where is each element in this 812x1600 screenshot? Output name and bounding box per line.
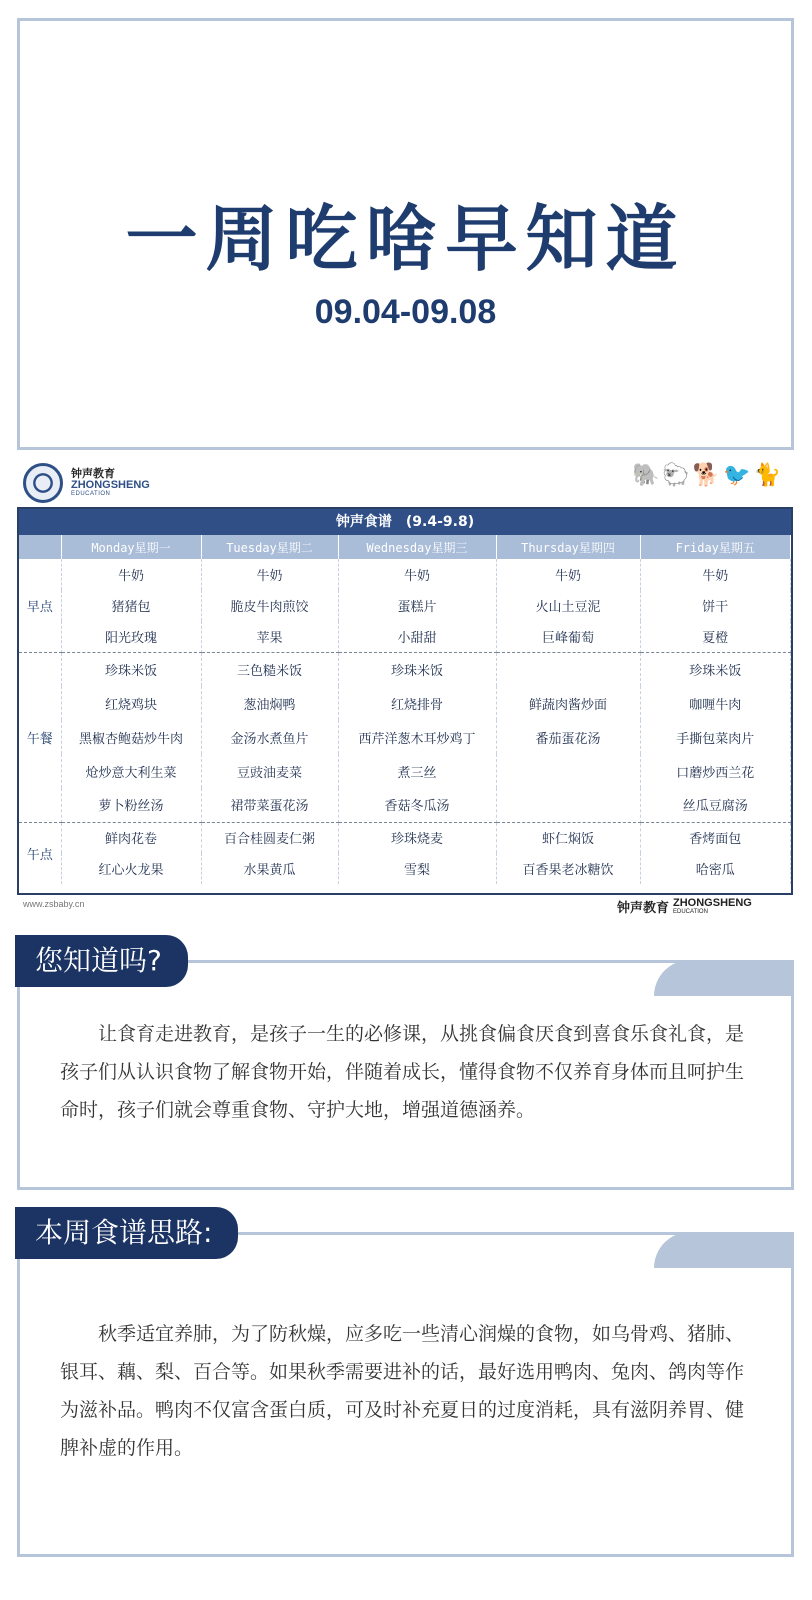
menu-cell: 巨峰葡萄 <box>496 621 640 652</box>
menu-title-bar <box>19 509 791 535</box>
elephant-icon: 🐘 <box>632 463 660 488</box>
footer-brand-cn: 钟声教育 <box>617 901 670 916</box>
corner-cell <box>19 535 61 559</box>
menu-title: 钟声食谱 <box>335 514 392 530</box>
did-you-know-text: 让食育走进教育，是孩子一生的必修课，从挑食偏食厌食到喜食乐食礼食，是孩子们从认识食物了解食物开始，伴随着成长，懂得食物不仅养育身体而且呵护生命时，孩子们就会尊重食物、守护大地，增强道德涵养。 <box>60 1023 745 1121</box>
menu-cell: 红烧排骨 <box>338 686 496 720</box>
menu-cell: 小甜甜 <box>338 621 496 652</box>
menu-cell: 脆皮牛肉煎饺 <box>201 590 338 621</box>
menu-cell: 红烧鸡块 <box>61 686 201 720</box>
menu-cell: 雪梨 <box>338 853 496 884</box>
menu-grid <box>19 535 791 884</box>
menu-cell: 珍珠烧麦 <box>338 822 496 853</box>
menu-cell: 西芹洋葱木耳炒鸡丁 <box>338 720 496 754</box>
menu-cell: 香烤面包 <box>640 822 791 853</box>
school-logo-icon <box>23 463 63 503</box>
bird-icon: 🐦 <box>723 463 751 488</box>
day-header-row <box>19 535 791 559</box>
menu-cell <box>496 788 640 822</box>
brand-name-cn: 钟声教育 <box>71 467 115 481</box>
hero-card <box>17 18 794 450</box>
menu-cell: 百合桂圆麦仁粥 <box>201 822 338 853</box>
menu-cell: 丝瓜豆腐汤 <box>640 788 791 822</box>
brand-subtitle: EDUCATION <box>71 491 111 498</box>
menu-cell: 咖喱牛肉 <box>640 686 791 720</box>
menu-cell: 阳光玫瑰 <box>61 621 201 652</box>
menu-cell: 葱油焖鸭 <box>201 686 338 720</box>
day-header: Tuesday星期二 <box>201 535 338 559</box>
menu-cell: 虾仁焖饭 <box>496 822 640 853</box>
animal-decoration <box>632 465 781 487</box>
menu-cell: 炝炒意大利生菜 <box>61 754 201 788</box>
website-url: www.zsbaby.cn <box>23 899 85 909</box>
menu-row <box>19 754 791 788</box>
menu-cell: 鲜蔬肉酱炒面 <box>496 686 640 720</box>
menu-cell: 百香果老冰糖饮 <box>496 853 640 884</box>
meal-label: 早点 <box>19 559 61 652</box>
menu-row <box>19 559 791 590</box>
menu-cell: 珍珠米饭 <box>338 652 496 686</box>
meal-label: 午餐 <box>19 652 61 822</box>
menu-idea-title: 本周食谱思路: <box>15 1207 238 1259</box>
menu-row <box>19 720 791 754</box>
did-you-know-box <box>17 944 794 1190</box>
menu-cell: 鲜肉花卷 <box>61 822 201 853</box>
menu-row <box>19 590 791 621</box>
menu-cell: 牛奶 <box>640 559 791 590</box>
dog-icon: 🐕 <box>692 463 721 488</box>
menu-cell: 手撕包菜肉片 <box>640 720 791 754</box>
menu-idea-box <box>17 1216 794 1557</box>
menu-cell: 猪猪包 <box>61 590 201 621</box>
brand-header <box>23 461 150 505</box>
menu-cell: 水果黄瓜 <box>201 853 338 884</box>
menu-cell: 饼干 <box>640 590 791 621</box>
menu-cell: 苹果 <box>201 621 338 652</box>
menu-cell <box>496 754 640 788</box>
menu-cell: 蛋糕片 <box>338 590 496 621</box>
menu-cell: 火山土豆泥 <box>496 590 640 621</box>
footer-brand-en: ZHONGSHENG <box>673 897 752 909</box>
date-range: 09.04-09.08 <box>314 293 497 331</box>
menu-table <box>17 507 793 895</box>
menu-cell: 黑椒杏鲍菇炒牛肉 <box>61 720 201 754</box>
menu-cell: 裙带菜蛋花汤 <box>201 788 338 822</box>
menu-cell: 红心火龙果 <box>61 853 201 884</box>
menu-cell: 珍珠米饭 <box>640 652 791 686</box>
menu-cell: 珍珠米饭 <box>61 652 201 686</box>
footer-brand <box>617 897 752 916</box>
brand-name-en: ZHONGSHENG <box>71 478 150 491</box>
meal-label: 午点 <box>19 822 61 884</box>
menu-cell: 口蘑炒西兰花 <box>640 754 791 788</box>
cat-icon: 🐈 <box>753 463 782 488</box>
menu-row <box>19 621 791 652</box>
corner-wave-decoration <box>654 960 794 996</box>
page-title: 一周吃啥早知道 <box>125 197 686 281</box>
menu-cell: 牛奶 <box>338 559 496 590</box>
sheep-icon: 🐑 <box>662 463 690 488</box>
menu-cell: 牛奶 <box>201 559 338 590</box>
menu-cell: 哈密瓜 <box>640 853 791 884</box>
menu-cell: 豆豉油麦菜 <box>201 754 338 788</box>
menu-cell <box>496 652 640 686</box>
day-header: Wednesday星期三 <box>338 535 496 559</box>
menu-row <box>19 652 791 686</box>
corner-wave-decoration <box>654 1232 794 1268</box>
menu-cell: 番茄蛋花汤 <box>496 720 640 754</box>
menu-cell: 三色糙米饭 <box>201 652 338 686</box>
menu-cell: 金汤水煮鱼片 <box>201 720 338 754</box>
menu-idea-text: 秋季适宜养肺，为了防秋燥，应多吃一些清心润燥的食物，如乌骨鸡、猪肺、银耳、藕、梨、百合等。如果秋季需要进补的话，最好选用鸭肉、兔肉、鸽肉等作为滋补品。鸭肉不仅富含蛋白质，可及时补充夏日的过度消耗，具有滋阴养胃、健脾补虚的作用。 <box>60 1323 745 1459</box>
footer-brand-sub: EDUCATION <box>673 909 708 915</box>
day-header: Monday星期一 <box>61 535 201 559</box>
menu-range: (9.4-9.8) <box>405 514 475 530</box>
menu-cell: 煮三丝 <box>338 754 496 788</box>
day-header: Friday星期五 <box>640 535 791 559</box>
day-header: Thursday星期四 <box>496 535 640 559</box>
menu-cell: 萝卜粉丝汤 <box>61 788 201 822</box>
menu-section <box>17 455 812 925</box>
menu-row <box>19 686 791 720</box>
menu-row <box>19 822 791 853</box>
menu-cell: 牛奶 <box>496 559 640 590</box>
menu-cell: 牛奶 <box>61 559 201 590</box>
menu-row <box>19 788 791 822</box>
menu-cell: 香菇冬瓜汤 <box>338 788 496 822</box>
did-you-know-title: 您知道吗? <box>15 935 188 987</box>
menu-cell: 夏橙 <box>640 621 791 652</box>
menu-row <box>19 853 791 884</box>
